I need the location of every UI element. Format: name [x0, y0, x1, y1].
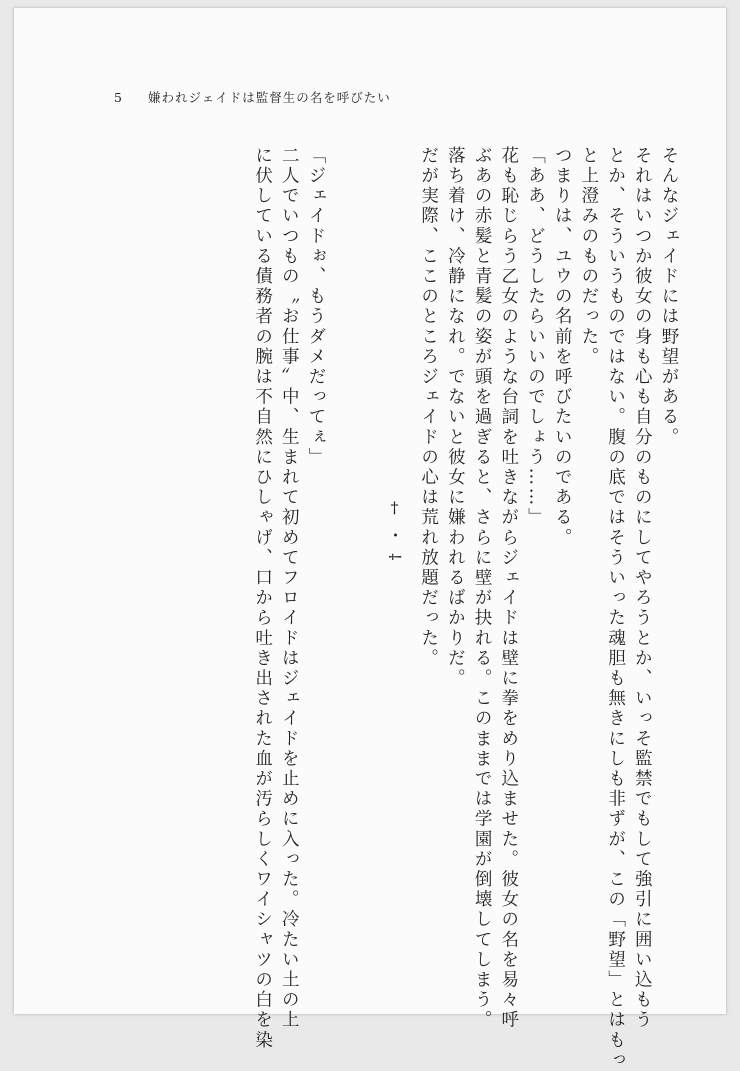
section-gap [407, 146, 415, 946]
text-line: だが実際、ここのところジェイドの心は荒れ放題だった。 [418, 146, 439, 669]
text-line: 「ああ、どうしたらいいのでしょう……」 [525, 146, 546, 528]
text-line: とか、そういうものではない。腹の底ではそういった魂胆も無きにしも非ずが、この「野望」とはもっ [605, 146, 626, 1071]
page-number: 5 [114, 90, 123, 105]
vertical-body-text [92, 146, 682, 1071]
text-line: それはいつか彼女の身も心も自分のものにしてやろうとか、いっそ監禁でもして強引に囲い込もう [632, 146, 653, 1031]
text-line: つまりは、ユウの名前を呼びたいのである。 [552, 146, 573, 548]
text-line: 二人でいつもの〝お仕事〟中、生まれて初めてフロイドはジェイドを止めに入った。冷たい土の上 [279, 146, 300, 1031]
section-divider: †・⸸ [384, 498, 404, 571]
book-page [14, 8, 726, 1071]
text-line: と上澄みのものだった。 [578, 146, 599, 368]
text-line: ぶあの赤髪と青髪の姿が頭を過ぎると、さらに壁が抉れる。このままでは学園が倒壊してしまう。 [472, 146, 493, 1031]
text-line: 落ち着け、冷静になれ。でないと彼女に嫌われるばかりだ。 [445, 146, 466, 689]
text-line: そんなジェイドには野望がある。 [659, 146, 679, 448]
text-line: 「ジェイドぉ、もうダメだってぇ」 [305, 146, 326, 468]
running-header [114, 88, 391, 106]
text-line: 花も恥じらう乙女のような台詞を吐きながらジェイドは壁に拳をめり込ませた。彼女の名を易々呼 [498, 146, 519, 1031]
chapter-title: 嫌われジェイドは監督生の名を呼びたい [147, 90, 391, 105]
section-gap [329, 146, 381, 946]
text-line: に伏している債務者の腕は不自然にひしゃげ、口から吐き出された血が汚らしくワイシャツの白を染 [252, 146, 273, 1051]
